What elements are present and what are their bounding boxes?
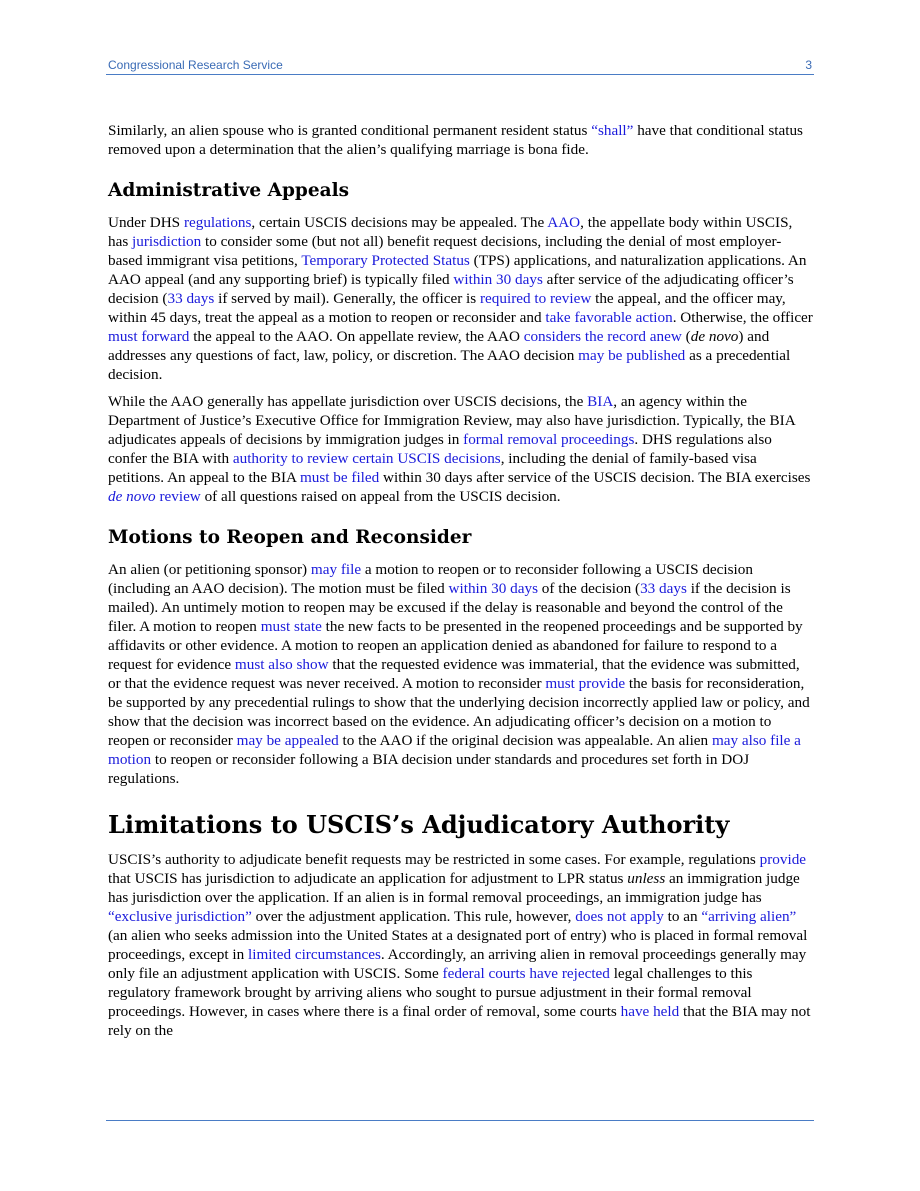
hyperlink[interactable]: may also file a motion xyxy=(108,732,801,768)
text-run: within 30 days after service of the USCIS decision. The BIA exercises xyxy=(379,469,811,486)
paragraph-aao-appeals xyxy=(108,213,813,384)
text-run: the basis for reconsideration, be supported by any precedential rulings to show that the underlying decision incorrectly applied law or policy, and show that the decision was incorrect based on the evidence. An adjudicating officer’s decision on a motion to reopen or reconsider xyxy=(108,675,810,749)
heading-motions-to-reopen: Motions to Reopen and Reconsider xyxy=(108,527,472,548)
text-run: While the AAO generally has appellate jurisdiction over USCIS decisions, the xyxy=(108,393,588,410)
text-run: an immigration judge has jurisdiction over the application. If an alien is in formal removal proceedings, an immigration judge has xyxy=(108,870,800,906)
text-run: USCIS’s authority to adjudicate benefit requests may be restricted in some cases. For example, regulations xyxy=(108,851,760,868)
hyperlink[interactable]: regulations xyxy=(183,214,252,231)
text-run: the new facts to be presented in the reopened proceedings and be supported by affidavits or other evidence. A motion to reopen an application denied as abandoned for failure to respond to a request for evidence xyxy=(108,618,803,673)
hyperlink[interactable]: must provide xyxy=(545,675,626,692)
hyperlink[interactable]: may be published xyxy=(578,347,686,364)
hyperlink[interactable]: may file xyxy=(310,561,362,578)
hyperlink[interactable]: required to review xyxy=(479,290,592,307)
hyperlink[interactable]: must forward xyxy=(108,328,190,345)
hyperlink[interactable]: considers the record anew xyxy=(523,328,682,345)
text-run: ( xyxy=(681,328,691,345)
text-run: to an xyxy=(663,908,702,925)
heading-administrative-appeals: Administrative Appeals xyxy=(108,180,350,201)
text-run: (an alien who seeks admission into the United States at a designated port of entry) who is placed in formal removal proceedings, except in xyxy=(108,927,808,963)
hyperlink[interactable]: provide xyxy=(759,851,807,868)
hyperlink[interactable]: must be filed xyxy=(299,469,380,486)
italic-text: unless xyxy=(627,870,666,887)
text-run: , certain USCIS decisions may be appealed. The xyxy=(251,214,548,231)
text-run: if the decision is mailed). An untimely motion to reopen may be excused if the delay is reasonable and beyond the control of the filer. A motion to reopen xyxy=(108,580,791,635)
text-run: Similarly, an alien spouse who is granted conditional permanent resident status xyxy=(108,122,592,139)
hyperlink[interactable]: formal removal proceedings xyxy=(463,431,635,448)
text-run: (TPS) applications, and naturalization applications. An AAO appeal (and any supporting brief) is typically filed xyxy=(108,252,807,288)
hyperlink[interactable]: may be appealed xyxy=(236,732,339,749)
hyperlink[interactable]: have held xyxy=(620,1003,680,1020)
text-run: over the adjustment application. This rule, however, xyxy=(251,908,576,925)
text-run: the appeal, and the officer may, within 45 days, treat the appeal as a motion to reopen or reconsider and xyxy=(108,290,786,326)
text-run: of all questions raised on appeal from the USCIS decision. xyxy=(200,488,561,505)
paragraph-conditional-status xyxy=(108,121,813,159)
hyperlink[interactable]: “exclusive jurisdiction” xyxy=(108,908,252,925)
text-run: to consider some (but not all) benefit request decisions, including the denial of most employer-based immigrant visa petitions, xyxy=(108,233,782,269)
hyperlink[interactable]: must also show xyxy=(234,656,329,673)
hyperlink[interactable]: BIA xyxy=(587,393,614,410)
hyperlink[interactable]: AAO xyxy=(547,214,581,231)
italic-link-text: de novo xyxy=(108,488,156,505)
text-run: An alien (or petitioning sponsor) xyxy=(108,561,311,578)
text-run: of the decision ( xyxy=(537,580,641,597)
text-run: that USCIS has jurisdiction to adjudicate an application for adjustment to LPR status xyxy=(108,870,628,887)
text-run: as a precedential decision. xyxy=(108,347,791,383)
text-run: . DHS regulations also confer the BIA with xyxy=(108,431,772,467)
text-run: have that conditional status removed upon a determination that the alien’s qualifying marriage is bona fide. xyxy=(108,122,803,158)
text-run: that the BIA may not rely on the xyxy=(108,1003,811,1039)
italic-text: de novo xyxy=(690,328,739,345)
text-run: , including the denial of family-based visa petitions. An appeal to the BIA xyxy=(108,450,757,486)
header-organization: Congressional Research Service xyxy=(108,58,283,72)
hyperlink[interactable]: 33 days xyxy=(640,580,687,597)
hyperlink[interactable]: Temporary Protected Status xyxy=(301,252,470,269)
document-body xyxy=(108,121,813,1048)
paragraph-limitations xyxy=(108,850,813,1040)
hyperlink[interactable]: jurisdiction xyxy=(132,233,202,250)
hyperlink[interactable]: 33 days xyxy=(167,290,215,307)
hyperlink[interactable]: limited circumstances xyxy=(248,946,381,963)
text-run: if served by mail). Generally, the officer is xyxy=(214,290,480,307)
text-run: after service of the adjudicating officer’s decision ( xyxy=(108,271,794,307)
page-number: 3 xyxy=(805,58,812,72)
hyperlink[interactable]: does not apply xyxy=(575,908,664,925)
text-run: a motion to reopen or to reconsider following a USCIS decision (including an AAO decision). The motion must be filed xyxy=(108,561,753,597)
hyperlink[interactable]: “arriving alien” xyxy=(701,908,797,925)
text-run: ) and addresses any questions of fact, law, policy, or discretion. The AAO decision xyxy=(108,328,770,364)
text-run: to the AAO if the original decision was appealable. An alien xyxy=(338,732,712,749)
hyperlink[interactable]: authority to review certain USCIS decisions xyxy=(232,450,501,467)
header-divider xyxy=(106,74,814,75)
text-run: to reopen or reconsider following a BIA decision under standards and procedures set forth in DOJ regulations. xyxy=(108,751,750,787)
text-run: . Otherwise, the officer xyxy=(672,309,813,326)
paragraph-motions xyxy=(108,560,813,788)
hyperlink[interactable]: “shall” xyxy=(591,122,634,139)
text-run: the appeal to the AAO. On appellate review, the AAO xyxy=(189,328,524,345)
text-run: Under DHS xyxy=(108,214,184,231)
text-run: , an agency within the Department of Justice’s Executive Office for Immigration Review, may also have jurisdiction. Typically, the BIA adjudicates appeals of decisions by immigration judges in xyxy=(108,393,795,448)
text-run: . Accordingly, an arriving alien in removal proceedings generally may only file an adjustment application with USCIS. Some xyxy=(108,946,807,982)
hyperlink[interactable]: within 30 days xyxy=(453,271,543,288)
hyperlink[interactable]: within 30 days xyxy=(448,580,538,597)
heading-limitations: Limitations to USCIS’s Adjudicatory Authority xyxy=(108,810,730,839)
footer-divider xyxy=(106,1120,814,1121)
text-run: that the requested evidence was immaterial, that the evidence was submitted, or that the evidence request was never received. A motion to reconsider xyxy=(108,656,800,692)
text-run: , the appellate body within USCIS, has xyxy=(108,214,793,250)
hyperlink[interactable]: review xyxy=(155,488,201,505)
hyperlink[interactable]: take favorable action xyxy=(545,309,673,326)
hyperlink[interactable] xyxy=(108,488,156,505)
paragraph-bia-jurisdiction xyxy=(108,392,813,506)
hyperlink[interactable]: must state xyxy=(260,618,322,635)
text-run: legal challenges to this regulatory framework brought by arriving aliens who sought to pursue adjustment in their formal removal proceedings. However, in cases where there is a final order of removal, some courts xyxy=(108,965,753,1020)
hyperlink[interactable]: federal courts have rejected xyxy=(442,965,610,982)
